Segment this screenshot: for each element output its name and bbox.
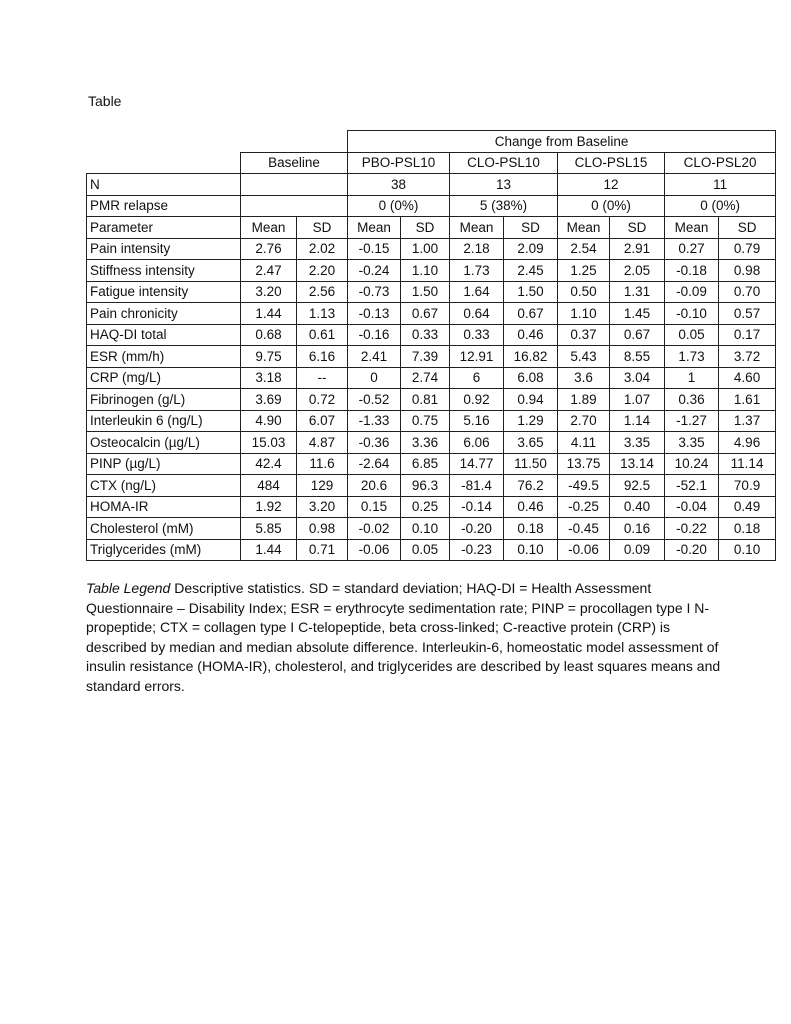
mean-cell: 0.15: [348, 496, 401, 518]
sd-cell: 3.72: [719, 346, 776, 368]
relapse-label: PMR relapse: [87, 195, 241, 217]
mean-header: Mean: [450, 217, 504, 239]
mean-cell: 2.54: [558, 238, 610, 260]
mean-cell: 0.68: [241, 324, 297, 346]
table-row: [87, 432, 776, 454]
mean-cell: -0.52: [348, 389, 401, 411]
mean-cell: -0.02: [348, 518, 401, 540]
sd-cell: 0.57: [719, 303, 776, 325]
sd-cell: 0.10: [401, 518, 450, 540]
mean-cell: 2.41: [348, 346, 401, 368]
mean-cell: -0.36: [348, 432, 401, 454]
mean-cell: 4.11: [558, 432, 610, 454]
table-row: [87, 453, 776, 475]
sd-cell: 96.3: [401, 475, 450, 497]
mean-cell: 0: [348, 367, 401, 389]
sd-cell: 0.25: [401, 496, 450, 518]
sd-cell: --: [297, 367, 348, 389]
n-value: 38: [348, 174, 450, 196]
table-row: [87, 303, 776, 325]
sd-cell: 3.36: [401, 432, 450, 454]
sd-cell: 0.81: [401, 389, 450, 411]
sd-header: SD: [610, 217, 665, 239]
mean-cell: 42.4: [241, 453, 297, 475]
mean-cell: 1.89: [558, 389, 610, 411]
mean-cell: -0.22: [665, 518, 719, 540]
sd-cell: 0.10: [504, 539, 558, 561]
sd-cell: 2.02: [297, 238, 348, 260]
table-row: [87, 410, 776, 432]
mean-cell: 2.47: [241, 260, 297, 282]
mean-cell: 1.73: [665, 346, 719, 368]
sd-cell: 0.46: [504, 496, 558, 518]
mean-header: Mean: [665, 217, 719, 239]
parameter-name: HOMA-IR: [87, 496, 241, 518]
mean-cell: 484: [241, 475, 297, 497]
group-header: PBO-PSL10: [348, 152, 450, 174]
mean-cell: 0.05: [665, 324, 719, 346]
sd-cell: 1.37: [719, 410, 776, 432]
mean-cell: 6: [450, 367, 504, 389]
sd-cell: 1.00: [401, 238, 450, 260]
sd-cell: 0.46: [504, 324, 558, 346]
table-row: [87, 389, 776, 411]
mean-cell: -2.64: [348, 453, 401, 475]
n-label: N: [87, 174, 241, 196]
sd-cell: 0.18: [504, 518, 558, 540]
change-from-baseline-header: Change from Baseline: [348, 131, 776, 153]
sd-cell: 3.35: [610, 432, 665, 454]
mean-cell: 20.6: [348, 475, 401, 497]
sd-cell: 0.98: [719, 260, 776, 282]
mean-cell: 3.35: [665, 432, 719, 454]
table-row: [87, 475, 776, 497]
group-header: Baseline: [241, 152, 348, 174]
sd-cell: 0.72: [297, 389, 348, 411]
sd-cell: 6.85: [401, 453, 450, 475]
group-header: CLO-PSL10: [450, 152, 558, 174]
sd-cell: 0.98: [297, 518, 348, 540]
sd-cell: 4.96: [719, 432, 776, 454]
mean-cell: -0.20: [665, 539, 719, 561]
table-row: [87, 496, 776, 518]
sd-cell: 0.67: [504, 303, 558, 325]
table-row: [87, 260, 776, 282]
sd-cell: 2.74: [401, 367, 450, 389]
sd-cell: 0.33: [401, 324, 450, 346]
sd-cell: 0.40: [610, 496, 665, 518]
sd-cell: 4.87: [297, 432, 348, 454]
mean-cell: 10.24: [665, 453, 719, 475]
mean-cell: 3.6: [558, 367, 610, 389]
table-row: [87, 518, 776, 540]
sd-cell: 0.71: [297, 539, 348, 561]
sd-cell: 16.82: [504, 346, 558, 368]
sd-cell: 1.50: [401, 281, 450, 303]
mean-cell: -0.18: [665, 260, 719, 282]
sd-cell: 11.6: [297, 453, 348, 475]
mean-cell: 9.75: [241, 346, 297, 368]
n-value: 13: [450, 174, 558, 196]
relapse-value: 5 (38%): [450, 195, 558, 217]
sd-cell: 2.05: [610, 260, 665, 282]
sd-cell: 0.49: [719, 496, 776, 518]
parameter-name: Pain chronicity: [87, 303, 241, 325]
mean-cell: 0.64: [450, 303, 504, 325]
sd-cell: 0.75: [401, 410, 450, 432]
parameter-name: Triglycerides (mM): [87, 539, 241, 561]
sd-cell: 13.14: [610, 453, 665, 475]
mean-cell: 3.20: [241, 281, 297, 303]
sd-cell: 0.05: [401, 539, 450, 561]
sd-cell: 129: [297, 475, 348, 497]
sd-cell: 6.16: [297, 346, 348, 368]
mean-cell: -1.27: [665, 410, 719, 432]
parameter-name: Pain intensity: [87, 238, 241, 260]
sd-cell: 0.61: [297, 324, 348, 346]
sd-cell: 2.56: [297, 281, 348, 303]
table-row: [87, 281, 776, 303]
mean-cell: 14.77: [450, 453, 504, 475]
sd-header: SD: [401, 217, 450, 239]
group-header: CLO-PSL15: [558, 152, 665, 174]
sd-cell: 3.04: [610, 367, 665, 389]
legend-text: Descriptive statistics. SD = standard deviation; HAQ-DI = Health Assessment Questionnaire – Disability Index; ESR = erythrocyte sedimentation rate; PINP = procollagen type I N-propeptide; CTX = collagen type I C-telopeptide, beta cross-linked; C-reactive protein (CRP) is described by median and median absolute difference. Interleukin-6, homeostatic model assessment of insulin resistance (HOMA-IR), cholesterol, and triglycerides are described by least squares means and standard errors.: [86, 580, 721, 694]
parameter-name: Fatigue intensity: [87, 281, 241, 303]
table-legend: [86, 579, 726, 696]
sd-cell: 2.45: [504, 260, 558, 282]
sd-cell: 6.07: [297, 410, 348, 432]
mean-cell: 3.18: [241, 367, 297, 389]
mean-cell: -0.16: [348, 324, 401, 346]
parameter-name: CRP (mg/L): [87, 367, 241, 389]
n-value: 12: [558, 174, 665, 196]
n-row: [87, 174, 776, 196]
mean-cell: 5.16: [450, 410, 504, 432]
header-row-change: [87, 131, 776, 153]
parameter-header: Parameter: [87, 217, 241, 239]
parameter-name: Interleukin 6 (ng/L): [87, 410, 241, 432]
mean-cell: -0.23: [450, 539, 504, 561]
mean-cell: -0.24: [348, 260, 401, 282]
mean-cell: -0.25: [558, 496, 610, 518]
sd-cell: 0.67: [401, 303, 450, 325]
mean-cell: 3.69: [241, 389, 297, 411]
mean-cell: -0.06: [558, 539, 610, 561]
mean-cell: 5.43: [558, 346, 610, 368]
sd-cell: 2.20: [297, 260, 348, 282]
parameter-name: Stiffness intensity: [87, 260, 241, 282]
parameter-name: CTX (ng/L): [87, 475, 241, 497]
mean-cell: 6.06: [450, 432, 504, 454]
mean-cell: 2.76: [241, 238, 297, 260]
relapse-value: 0 (0%): [558, 195, 665, 217]
mean-cell: 1.10: [558, 303, 610, 325]
sd-cell: 0.09: [610, 539, 665, 561]
mean-cell: 1.44: [241, 539, 297, 561]
mean-cell: -0.06: [348, 539, 401, 561]
mean-cell: 2.70: [558, 410, 610, 432]
parameter-name: PINP (µg/L): [87, 453, 241, 475]
parameter-name: ESR (mm/h): [87, 346, 241, 368]
mean-cell: 4.90: [241, 410, 297, 432]
mean-cell: -0.14: [450, 496, 504, 518]
group-header: CLO-PSL20: [665, 152, 776, 174]
mean-cell: -0.45: [558, 518, 610, 540]
sd-cell: 1.10: [401, 260, 450, 282]
sd-cell: 11.50: [504, 453, 558, 475]
mean-cell: 0.37: [558, 324, 610, 346]
mean-cell: -0.20: [450, 518, 504, 540]
mean-cell: -0.04: [665, 496, 719, 518]
mean-cell: -81.4: [450, 475, 504, 497]
column-header-row: [87, 217, 776, 239]
mean-cell: -0.09: [665, 281, 719, 303]
sd-cell: 0.70: [719, 281, 776, 303]
sd-cell: 2.09: [504, 238, 558, 260]
relapse-value: 0 (0%): [665, 195, 776, 217]
table-title: Table: [88, 93, 122, 109]
mean-cell: 0.92: [450, 389, 504, 411]
legend-label: Table Legend: [86, 580, 171, 596]
sd-cell: 3.20: [297, 496, 348, 518]
mean-cell: -0.15: [348, 238, 401, 260]
mean-cell: 1.92: [241, 496, 297, 518]
mean-header: Mean: [558, 217, 610, 239]
mean-header: Mean: [241, 217, 297, 239]
mean-cell: 13.75: [558, 453, 610, 475]
sd-header: SD: [719, 217, 776, 239]
sd-cell: 92.5: [610, 475, 665, 497]
sd-cell: 1.61: [719, 389, 776, 411]
sd-cell: 0.16: [610, 518, 665, 540]
table-row: [87, 238, 776, 260]
sd-header: SD: [297, 217, 348, 239]
sd-cell: 70.9: [719, 475, 776, 497]
sd-cell: 8.55: [610, 346, 665, 368]
sd-cell: 11.14: [719, 453, 776, 475]
mean-cell: -49.5: [558, 475, 610, 497]
parameter-name: Osteocalcin (µg/L): [87, 432, 241, 454]
sd-cell: 4.60: [719, 367, 776, 389]
sd-cell: 1.31: [610, 281, 665, 303]
mean-cell: -0.73: [348, 281, 401, 303]
mean-cell: 1.44: [241, 303, 297, 325]
results-table: [86, 130, 776, 561]
sd-cell: 0.67: [610, 324, 665, 346]
mean-cell: -52.1: [665, 475, 719, 497]
parameter-name: Cholesterol (mM): [87, 518, 241, 540]
sd-cell: 0.79: [719, 238, 776, 260]
table-row: [87, 324, 776, 346]
sd-cell: 76.2: [504, 475, 558, 497]
table-row: [87, 367, 776, 389]
sd-cell: 6.08: [504, 367, 558, 389]
n-value: 11: [665, 174, 776, 196]
sd-cell: 1.50: [504, 281, 558, 303]
sd-cell: 0.18: [719, 518, 776, 540]
mean-cell: 15.03: [241, 432, 297, 454]
sd-cell: 0.17: [719, 324, 776, 346]
mean-cell: 0.36: [665, 389, 719, 411]
relapse-row: [87, 195, 776, 217]
mean-cell: 1.73: [450, 260, 504, 282]
parameter-name: Fibrinogen (g/L): [87, 389, 241, 411]
sd-cell: 3.65: [504, 432, 558, 454]
sd-cell: 1.14: [610, 410, 665, 432]
mean-cell: 0.33: [450, 324, 504, 346]
sd-cell: 1.29: [504, 410, 558, 432]
mean-cell: 0.50: [558, 281, 610, 303]
sd-cell: 0.94: [504, 389, 558, 411]
mean-cell: 2.18: [450, 238, 504, 260]
mean-cell: 12.91: [450, 346, 504, 368]
parameter-name: HAQ-DI total: [87, 324, 241, 346]
mean-cell: 1.64: [450, 281, 504, 303]
sd-cell: 1.45: [610, 303, 665, 325]
mean-cell: -0.10: [665, 303, 719, 325]
sd-cell: 7.39: [401, 346, 450, 368]
mean-cell: -0.13: [348, 303, 401, 325]
relapse-value: 0 (0%): [348, 195, 450, 217]
sd-cell: 2.91: [610, 238, 665, 260]
mean-cell: 1: [665, 367, 719, 389]
table-row: [87, 539, 776, 561]
mean-cell: 0.27: [665, 238, 719, 260]
mean-cell: 1.25: [558, 260, 610, 282]
sd-cell: 0.10: [719, 539, 776, 561]
mean-cell: -1.33: [348, 410, 401, 432]
mean-cell: 5.85: [241, 518, 297, 540]
sd-cell: 1.13: [297, 303, 348, 325]
header-row-groups: [87, 152, 776, 174]
mean-header: Mean: [348, 217, 401, 239]
table-row: [87, 346, 776, 368]
sd-header: SD: [504, 217, 558, 239]
sd-cell: 1.07: [610, 389, 665, 411]
